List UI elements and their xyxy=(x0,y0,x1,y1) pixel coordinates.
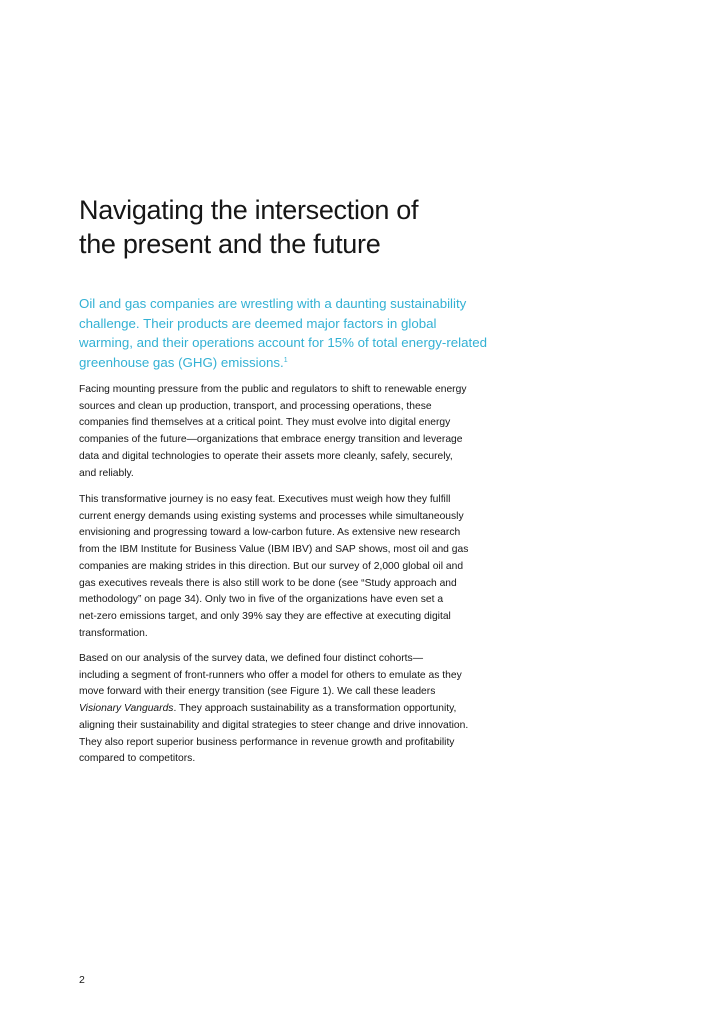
paragraph-line: companies are making strides in this direction. But our survey of 2,000 global oil and xyxy=(79,560,464,572)
paragraph-line: companies find themselves at a critical point. They must evolve into digital energy xyxy=(79,417,451,429)
paragraph-line: companies of the future—organizations that embrace energy transition and leverage xyxy=(79,434,463,446)
paragraph-line: They also report superior business performance in revenue growth and profitability xyxy=(79,736,455,748)
paragraph-line: This transformative journey is no easy feat. Executives must weigh how they fulfill xyxy=(79,494,451,505)
footnote-reference[interactable]: 1 xyxy=(283,356,288,364)
emphasized-term: Visionary Vanguards xyxy=(79,703,174,715)
page-title-line: Navigating the intersection of xyxy=(79,195,419,225)
paragraph-line: compared to competitors. xyxy=(79,753,196,765)
page-number: 2 xyxy=(79,974,85,986)
paragraph-line xyxy=(79,701,509,718)
paragraph-line: aligning their sustainability and digital strategies to steer change and drive innovation. xyxy=(79,719,469,731)
page-title-line: the present and the future xyxy=(79,229,381,259)
lead-line: challenge. Their products are deemed major factors in global xyxy=(79,315,437,331)
paragraph-line-text: . They approach sustainability as a transformation opportunity, xyxy=(173,703,457,715)
paragraph-line: methodology” on page 34). Only two in five of the organizations have even set a xyxy=(79,594,444,606)
body-paragraph-1 xyxy=(79,382,509,482)
paragraph-line: transformation. xyxy=(79,627,148,639)
paragraph-line: data and digital technologies to operate their assets more cleanly, safely, securely, xyxy=(79,450,453,462)
lead-line xyxy=(79,353,509,373)
paragraph-line: envisioning and progressing toward a low-carbon future. As extensive new research xyxy=(79,527,461,539)
paragraph-line: move forward with their energy transition (see Figure 1). We call these leaders xyxy=(79,686,436,698)
paragraph-line: sources and clean up production, transport, and processing operations, these xyxy=(79,400,432,412)
paragraph-line: from the IBM Institute for Business Value (IBM IBV) and SAP shows, most oil and gas xyxy=(79,544,469,556)
document-page xyxy=(79,0,509,1024)
page-title xyxy=(79,193,509,261)
paragraph-line: Facing mounting pressure from the public and regulators to shift to renewable energy xyxy=(79,384,467,395)
paragraph-line: including a segment of front-runners who offer a model for others to emulate as they xyxy=(79,669,462,681)
lead-line-text: greenhouse gas (GHG) emissions. xyxy=(79,354,284,370)
lead-line: warming, and their operations account for 15% of total energy-related xyxy=(79,335,488,350)
body-paragraph-2 xyxy=(79,492,509,642)
paragraph-line: and reliably. xyxy=(79,467,134,479)
body-paragraph-3 xyxy=(79,651,509,768)
lead-paragraph xyxy=(79,294,509,372)
lead-line: Oil and gas companies are wrestling with a daunting sustainability xyxy=(79,296,467,311)
paragraph-line: net-zero emissions target, and only 39% say they are effective at executing digital xyxy=(79,610,451,622)
paragraph-line: gas executives reveals there is also still work to be done (see “Study approach and xyxy=(79,577,457,589)
paragraph-line: current energy demands using existing systems and processes while simultaneously xyxy=(79,510,464,522)
paragraph-line: Based on our analysis of the survey data, we defined four distinct cohorts— xyxy=(79,653,423,664)
